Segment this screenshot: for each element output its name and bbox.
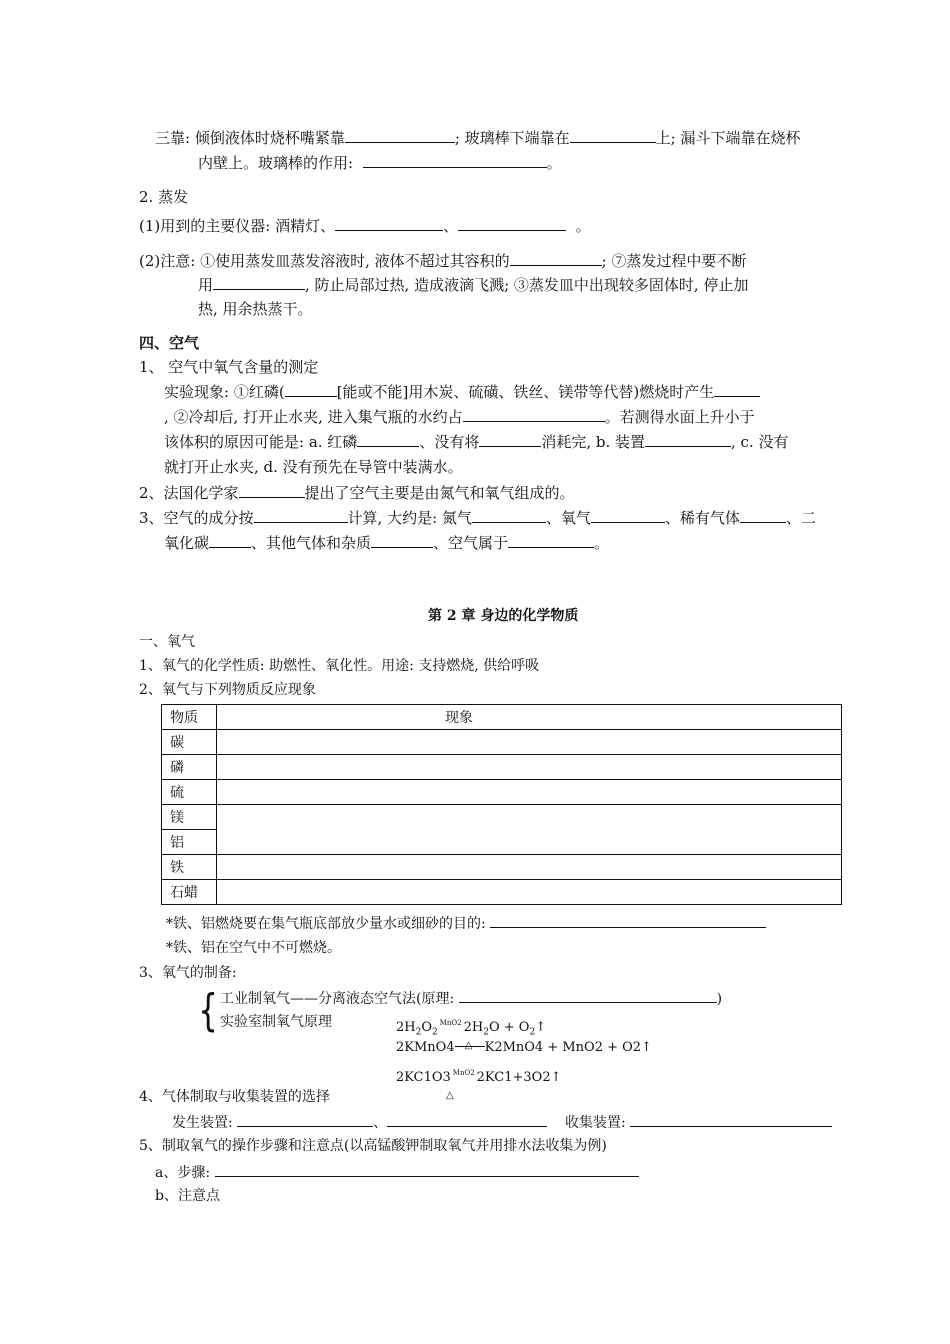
answer-blank[interactable] [345,128,455,143]
steps-line [155,1162,639,1183]
evap2-line1 [139,251,746,271]
sankao-text-mid: ; 玻璃棒下端靠在 [454,129,570,147]
evap2-l2-pre: 用 [198,276,214,294]
evap2-text: (2)注意: ①使用蒸发皿蒸发溶液时, 液体不超过其容积的 [139,252,510,270]
phen-text-mid: [能或不能]用木炭、硫磺、铁丝、镁带等代替)燃烧时产生 [336,383,715,401]
period: 。 [546,154,562,172]
answer-blank[interactable] [479,432,541,447]
industrial-text: 工业制氧气——分离液态空气法(原理: [220,991,455,1007]
phen-text: 实验现象: ①红磷( [164,383,285,401]
period: 。 [575,217,591,235]
substance-cell: 铝 [162,830,217,855]
answer-blank[interactable] [472,508,546,523]
answer-blank[interactable] [357,432,419,447]
separator: 、 [373,1115,388,1131]
phenomenon-cell[interactable] [217,855,842,880]
eq-part: O + O [488,1020,530,1035]
table-row [162,805,842,830]
eq-sub: 2 [415,1027,422,1038]
oxygen-p4: 4、气体制取与收集装置的选择 [139,1089,330,1105]
notes-label: b、注意点 [155,1188,220,1204]
item3-l2-b: 、其他气体和杂质 [251,534,372,552]
evap2-l2-post: , 防止局部过热, 造成液滴飞溅; ③蒸发皿中出现较多固体时, 停止加 [305,276,749,294]
equation-kclo3 [396,1063,562,1088]
substance-cell: 磷 [162,755,217,780]
answer-blank[interactable] [371,533,433,548]
lab-label: 实验室制氧气原理 [220,1014,332,1030]
period: 。 [594,534,610,552]
answer-blank[interactable] [510,251,602,266]
substance-cell: 镁 [162,805,217,830]
table-header-phenomenon: 现象 [217,705,842,730]
answer-blank[interactable] [239,483,305,498]
evap-title: 2. 蒸发 [139,188,189,206]
phen-l3-mid2: 消耗完, b. 装置 [541,433,646,451]
item3-a: 计算, 大约是: 氮气 [347,509,472,527]
phen-l3-post: , c. 没有 [731,433,789,451]
air-item2 [139,483,575,503]
phenomenon-cell[interactable] [217,780,842,805]
item3-b: 、氧气 [545,509,591,527]
answer-blank[interactable] [387,1112,547,1127]
phenomenon-line3 [164,432,789,452]
generator-label: 发生装置: [172,1115,233,1131]
oxygen-p3: 3、氧气的制备: [139,965,237,981]
answer-blank[interactable] [285,382,337,397]
equation-kmno4 [396,1038,652,1058]
section-title-air: 四、空气 [139,334,200,352]
eq-sub: 2 [483,1027,489,1038]
note2-line: *铁、铝在空气中不可燃烧。 [166,940,341,956]
answer-blank[interactable] [335,216,443,231]
substance-cell: 碳 [162,730,217,755]
paren-close: ) [716,991,723,1007]
air-item3-line2 [164,533,609,553]
eq-products: K2MnO4 + MnO2 + O2↑ [484,1040,652,1055]
answer-blank[interactable] [591,508,665,523]
phen-l3-mid1: 、没有将 [419,433,480,451]
evap1-line [139,216,591,236]
reaction-arrow [455,1040,485,1051]
phenomenon-line2 [164,407,755,427]
phen-l3-text: 该体积的原因可能是: a. 红磷 [164,433,358,451]
eq-part: ↑ [535,1020,547,1035]
heat-symbol: △ [464,1040,473,1051]
substance-cell: 铁 [162,855,217,880]
phenomenon-cell-merged[interactable] [217,805,842,855]
evap2-line3: 热, 用余热蒸干。 [198,300,313,318]
oxygen-p1: 1、氧气的化学性质: 助燃性、氧化性。用途: 支持燃烧, 供给呼吸 [139,658,540,674]
evap2-text-post: ; ⑦蒸发过程中要不断 [601,252,747,270]
sankao-line2-text: 内壁上。玻璃棒的作用: [198,154,354,172]
answer-blank[interactable] [463,407,605,422]
oxygen-p2: 2、氧气与下列物质反应现象 [139,682,316,698]
phenomenon-line1 [164,382,760,402]
note1-line [166,913,766,934]
sankao-line1 [155,128,800,148]
answer-blank[interactable] [714,382,760,397]
brace-symbol: { [198,985,218,1036]
reaction-table [161,704,842,905]
table-row [162,855,842,880]
answer-blank[interactable] [215,1162,639,1177]
item2-text-post: 提出了空气主要是由氮气和氧气组成的。 [304,484,575,502]
air-item3-line1 [139,508,816,528]
table-row [162,730,842,755]
eq-reactant: 2KC1O3 [396,1070,451,1085]
oxygen-heading: 一、氧气 [139,634,195,650]
heat-symbol: △ [446,1090,454,1101]
item3-c: 、稀有气体 [664,509,740,527]
answer-blank[interactable] [213,275,305,290]
answer-blank[interactable] [237,1112,373,1127]
eq-sub: 2 [432,1027,438,1038]
table-row [162,755,842,780]
phenomenon-cell[interactable] [217,880,842,905]
answer-blank[interactable] [490,913,766,928]
eq-sub: 2 [529,1027,536,1038]
phen-l2-text: , ②冷却后, 打开止水夹, 进入集气瓶的水约占 [164,408,463,426]
eq-reactant: 2KMnO4 [396,1040,455,1055]
sankao-line2 [198,153,562,173]
air-item1: 1、 空气中氧气含量的测定 [139,358,319,376]
item3-text: 3、空气的成分按 [139,509,254,527]
oxygen-p5: 5、制取氧气的操作步骤和注意点(以高锰酸钾制取氧气并用排水法收集为例) [139,1138,607,1154]
substance-cell: 石蜡 [162,880,217,905]
phenomenon-line4: 就打开止水夹, d. 没有预先在导管中装满水。 [164,458,463,476]
answer-blank[interactable] [209,533,251,548]
item2-text: 2、法国化学家 [139,484,239,502]
phen-l2-post: 。若测得水面上升小于 [604,408,755,426]
answer-blank[interactable] [363,153,547,168]
separator: 、 [443,217,459,235]
steps-label: a、步骤: [155,1165,211,1181]
phenomenon-cell[interactable] [217,730,842,755]
item3-l2-a: 氧化碳 [164,534,210,552]
item3-l2-c: 、空气属于 [433,534,509,552]
answer-blank[interactable] [459,988,717,1003]
catalyst-label: MnO2 [439,1019,462,1027]
table-row [162,780,842,805]
note1-text: *铁、铝燃烧要在集气瓶底部放少量水或细砂的目的: [166,916,486,932]
evap2-line2 [198,275,748,295]
industrial-line [220,988,722,1009]
answer-blank[interactable] [630,1112,832,1127]
device-line [172,1112,832,1133]
sankao-text-post: 上; 漏斗下端靠在烧杯 [655,129,801,147]
table-row [162,880,842,905]
item3-d: 、二 [785,509,816,527]
collector-label: 收集装置: [564,1115,626,1131]
eq-part: O [421,1020,433,1035]
eq-products: 2KC1+3O2↑ [476,1070,562,1085]
table-header-substance: 物质 [162,705,217,730]
answer-blank[interactable] [458,216,566,231]
substance-cell: 硫 [162,780,217,805]
answer-blank[interactable] [508,533,594,548]
answer-blank[interactable] [570,128,656,143]
eq-part: 2H [463,1020,484,1035]
chapter-title: 第 2 章 身边的化学物质 [428,608,579,624]
table-header-row [162,705,842,730]
phenomenon-cell[interactable] [217,755,842,780]
eq-part: 2H [396,1020,416,1035]
evap1-text: (1)用到的主要仪器: 酒精灯、 [139,217,336,235]
sankao-text: 三靠: 倾倒液体时烧杯嘴紧靠 [155,129,345,147]
answer-blank[interactable] [645,432,731,447]
catalyst-label: MnO2 [452,1069,475,1077]
answer-blank[interactable] [740,508,786,523]
answer-blank[interactable] [254,508,348,523]
